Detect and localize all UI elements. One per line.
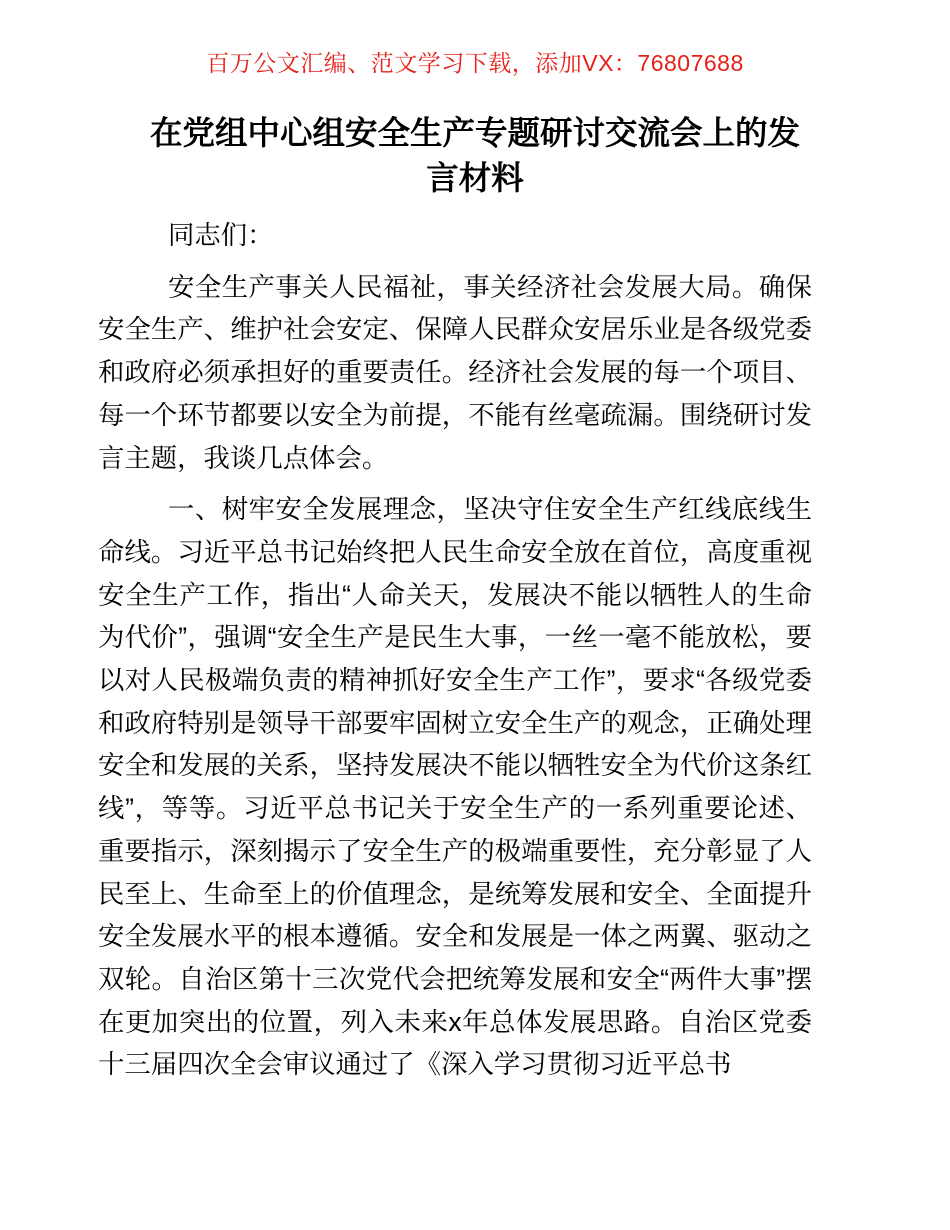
paragraph-2: 一、树牢安全发展理念，坚决守住安全生产红线底线生命线。习近平总书记始终把人民生命安全放在首位，高度重视安全生产工作，指出“人命关天，发展决不能以牺牲人的生命为代价”，强调“安全生产是民生大事，一丝一毫不能放松，要以对人民极端负责的精神抓好安全生产工作”，要求“各级党委和政府特别是领导干部要牢固树立安全生产的观念，正确处理安全和发展的关系，坚持发展决不能以牺牲安全为代价这条红线”，等等。习近平总书记关于安全生产的一系列重要论述、重要指示，深刻揭示了安全生产的极端重要性，充分彰显了人民至上、生命至上的价值理念，是统筹发展和安全、全面提升安全发展水平的根本遵循。安全和发展是一体之两翼、驱动之双轮。自治区第十三次党代会把统筹发展和安全“两件大事”摆在更加突出的位置，列入未来x年总体发展思路。自治区党委十三届四次全会审议通过了《深入学习贯彻习近平总书 — [98, 494, 812, 1080]
paragraph-1: 安全生产事关人民福祉，事关经济社会发展大局。确保安全生产、维护社会安定、保障人民群众安居乐业是各级党委和政府必须承担好的重要责任。经济社会发展的每一个项目、每一个环节都要以安全为前提，不能有丝毫疏漏。围绕研讨发言主题，我谈几点体会。 — [98, 271, 812, 473]
document-body — [98, 214, 812, 1086]
promo-banner: 百万公文汇编、范文学习下载，添加VX：76807688 — [206, 50, 744, 76]
document-title: 在党组中心组安全生产专题研讨交流会上的发言材料 — [149, 115, 800, 196]
salutation: 同志们： — [168, 220, 274, 250]
